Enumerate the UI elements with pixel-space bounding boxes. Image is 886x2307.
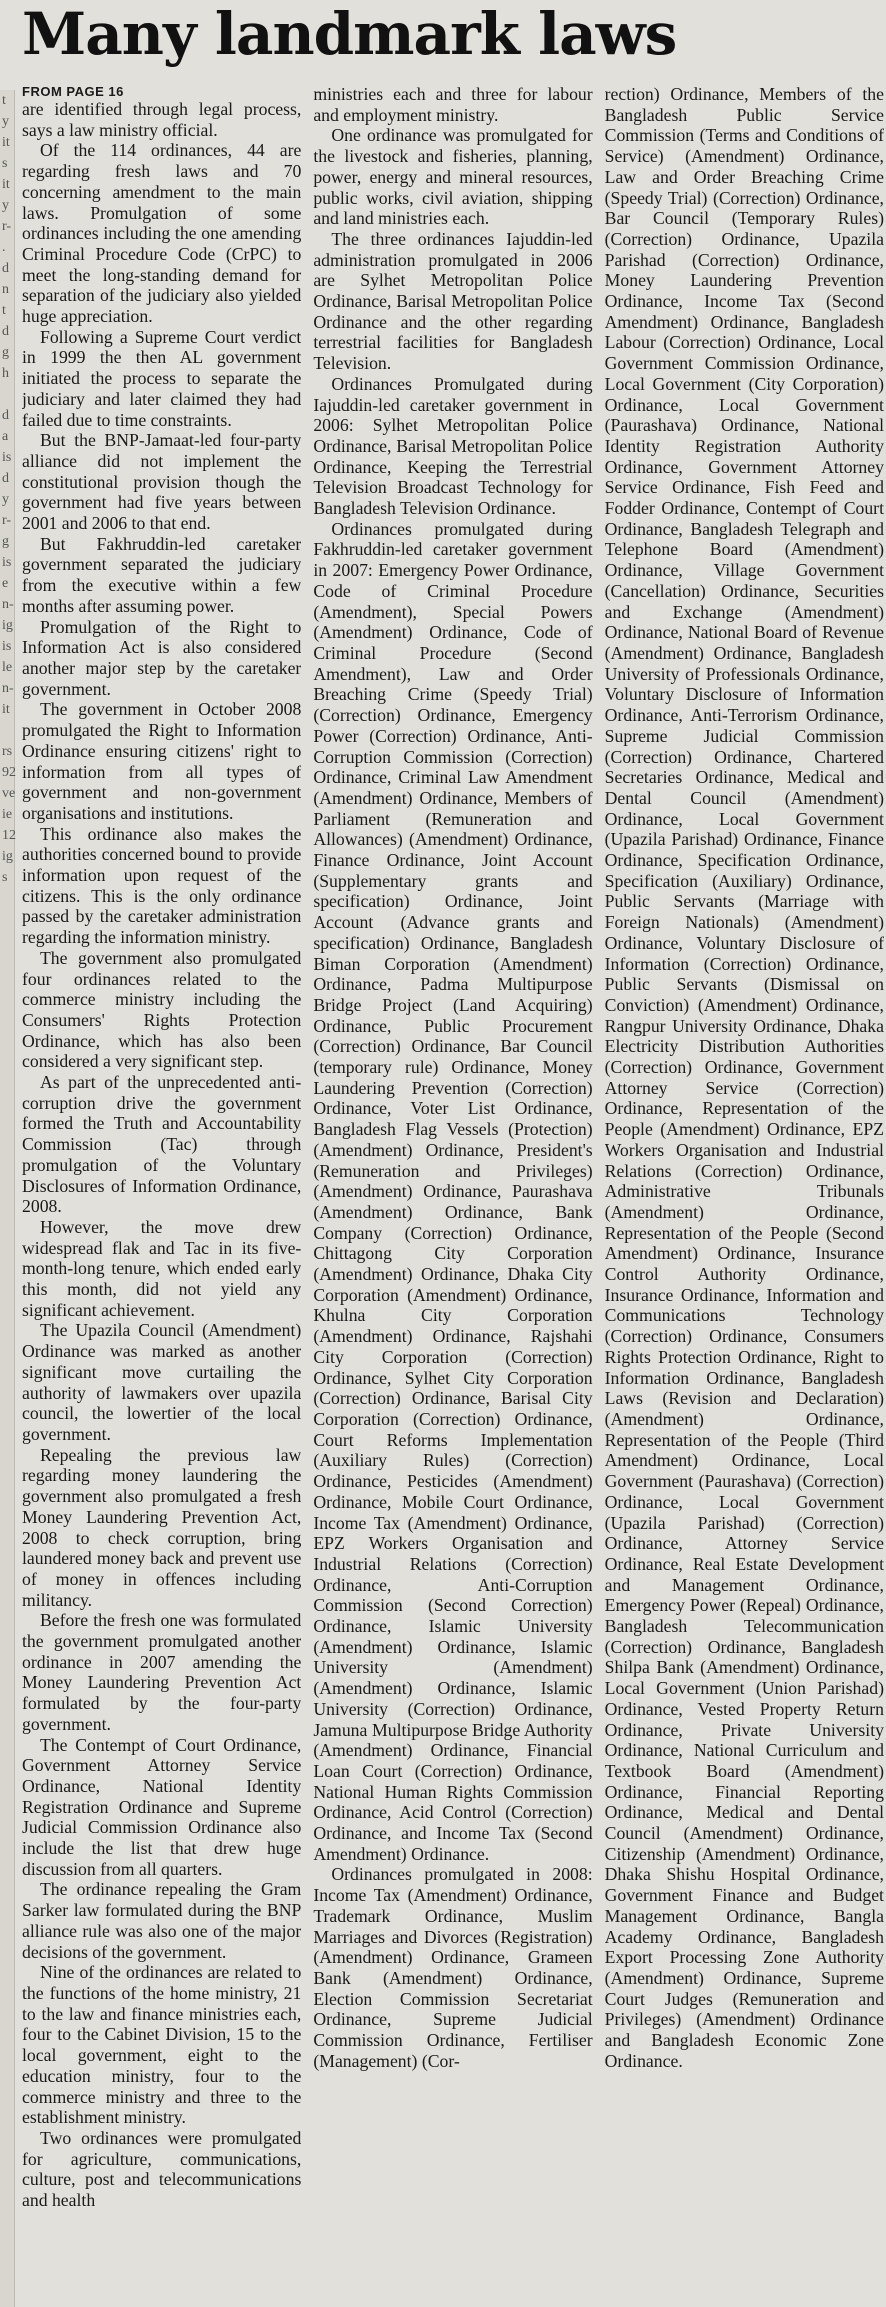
- edge-fragment: it: [2, 135, 10, 150]
- paragraph: As part of the unprecedented anti-corruption drive the government formed the Truth and Accountability Commission (Tac) through promulgation of the Voluntary Disclosures of Information Ordinance, 2008.: [22, 1072, 302, 1217]
- edge-fragment: le: [2, 660, 13, 675]
- edge-fragment: y: [2, 492, 9, 507]
- edge-fragment: is: [2, 450, 12, 465]
- paragraph: ministries each and three for labour and employment ministry.: [313, 84, 593, 125]
- edge-fragment: n: [2, 282, 9, 297]
- edge-fragment: h: [2, 366, 9, 381]
- column-3: [605, 84, 884, 2307]
- paragraph: One ordinance was promulgated for the livestock and fisheries, planning, power, energy and mineral resources, public works, civil aviation, shipping and land ministries each.: [313, 125, 593, 229]
- adjacent-column-fragment: [0, 90, 15, 2307]
- edge-fragment: a: [2, 429, 9, 444]
- paragraph: Ordinances promulgated in 2008: Income Tax (Amendment) Ordinance, Trademark Ordinance, Muslim Marriages and Divorces (Registration) (Amendment) Ordinance, Grameen Bank (Amendment) Ordinance, Election Commission Secretariat Ordinance, Supreme Judicial Commission Ordinance, Fertiliser (Management) (Cor-: [313, 1864, 593, 2071]
- edge-fragment: is: [2, 639, 12, 654]
- paragraph: The ordinance repealing the Gram Sarker law formulated during the BNP alliance rule was also one of the major decisions of the government.: [22, 1879, 302, 1962]
- article-body: [22, 84, 884, 2307]
- paragraph: The Upazila Council (Amendment) Ordinance was marked as another significant move curtailing the authority of lawmakers over upazila council, the lowertier of the local government.: [22, 1320, 302, 1444]
- paragraph: are identified through legal process, says a law ministry official.: [22, 99, 302, 140]
- column-2: [313, 84, 592, 2307]
- edge-fragment: g: [2, 534, 9, 549]
- edge-fragment: it: [2, 177, 10, 192]
- paragraph: But Fakhruddin-led caretaker government separated the judiciary from the executive within a few months after assuming power.: [22, 533, 302, 616]
- jump-kicker: FROM PAGE 16: [22, 84, 124, 99]
- paragraph: This ordinance also makes the authorities concerned bound to provide information upon request of the citizens. This is the only ordinance passed by the caretaker administration regarding the information ministry.: [22, 823, 302, 948]
- paragraph: Ordinances promulgated during Fakhruddin-led caretaker government in 2007: Emergency Power Ordinance, Code of Criminal Procedure (Amendment), Special Powers (Amendment) Ordinance, Code of Criminal Procedure (Second Amendment), Law and Order Breaching Crime (Speedy Trial) (Correction) Ordinance, Emergency Power (Correction) Ordinance, Anti-Corruption Commission (Correction) Ordinance, Criminal Law Amendment (Amendment) Ordinance, Members of Parliament (Remuneration and Allowances) (Amendment) Ordinance, Finance Ordinance, Joint Account (Supplementary grants and specification) Ordinance, Joint Account (Advance grants and specification) Ordinance, Bangladesh Biman Corporation (Amendment) Ordinance, Padma Multipurpose Bridge Project (Land Acquiring) Ordinance, Public Procurement (Correction) Ordinance, Bar Council (temporary rule) Ordinance, Money Laundering Prevention (Correction) Ordinance, Voter List Ordinance, Bangladesh Flag Vessels (Protection) (Amendment) Ordinance, President's (Remuneration and Privileges) (Amendment) Ordinance, Paurashava (Amendment) Ordinance, Bank Company (Correction) Ordinance, Chittagong City Corporation (Amendment) Ordinance, Dhaka City Corporation (Amendment) Ordinance, Khulna City Corporation (Amendment) Ordinance, Rajshahi City Corporation (Correction) Ordinance, Sylhet City Corporation (Correction) Ordinance, Barisal City Corporation (Correction) Ordinance, Court Reforms Implementation (Auxiliary Rules) (Correction) Ordinance, Pesticides (Amendment) Ordinance, Mobile Court Ordinance, Income Tax (Amendment) Ordinance, EPZ Workers Organisation and Industrial Relations (Correction) Ordinance, Anti-Corruption Commission (Second Correction) Ordinance, Islamic University (Amendment) Ordinance, Islamic University (Amendment) (Amendment) Ordinance, Islamic University (Correction) Ordinance, Jamuna Multipurpose Bridge Authority (Amendment) Ordinance, Financial Loan Court (Correction) Ordinance, National Human Rights Commission Ordinance, Acid Control (Correction) Ordinance, and Income Tax (Second Amendment) Ordinance.: [313, 518, 593, 1864]
- edge-fragment: ig: [2, 849, 13, 864]
- edge-fragment: 12: [2, 828, 16, 843]
- edge-fragment: g: [2, 345, 9, 360]
- edge-fragment: ve: [2, 786, 16, 801]
- paragraph: Nine of the ordinances are related to the functions of the home ministry, 21 to the law and finance ministries each, four to the Cabinet Division, 15 to the local government, eight to the education ministry, four to the commerce ministry and three to the establishment ministry.: [22, 1962, 302, 2128]
- edge-fragment: is: [2, 555, 12, 570]
- edge-fragment: y: [2, 198, 9, 213]
- edge-fragment: rs: [2, 744, 13, 759]
- edge-fragment: .: [2, 240, 6, 255]
- edge-fragment: t: [2, 93, 6, 108]
- edge-fragment: y: [2, 114, 9, 129]
- paragraph: The government also promulgated four ordinances related to the commerce ministry including the Consumers' Rights Protection Ordinance, which has also been considered a very significant step.: [22, 947, 302, 1072]
- paragraph: Ordinances Promulgated during Iajuddin-led caretaker government in 2006: Sylhet Metropolitan Police Ordinance, Barisal Metropolitan Police Ordinance, Keeping the Terrestrial Television Broadcast Technology for Bangladesh Television Ordinance.: [313, 373, 593, 519]
- edge-fragment: n-: [2, 597, 14, 612]
- edge-fragment: e: [2, 576, 9, 591]
- edge-fragment: t: [2, 303, 6, 318]
- edge-fragment: it: [2, 702, 10, 717]
- edge-fragment: r-: [2, 513, 12, 528]
- edge-fragment: d: [2, 408, 9, 423]
- paragraph: The Contempt of Court Ordinance, Government Attorney Service Ordinance, National Identity Registration Ordinance and Supreme Judicial Commission Ordinance also include the list that drew huge discussion from all quarters.: [22, 1734, 302, 1879]
- edge-fragment: s: [2, 156, 8, 171]
- edge-fragment: 92: [2, 765, 16, 780]
- edge-fragment: d: [2, 324, 9, 339]
- edge-fragment: n-: [2, 681, 14, 696]
- paragraph: Before the fresh one was formulated the government promulgated another ordinance in 2007 amending the Money Laundering Prevention Act formulated by the four-party government.: [22, 1610, 302, 1734]
- edge-fragment: d: [2, 471, 9, 486]
- paragraph: The three ordinances Iajuddin-led administration promulgated in 2006 are Sylhet Metropolitan Police Ordinance, Barisal Metropolitan Police Ordinance and the other regarding terrestrial facilities for Bangladesh Television.: [313, 228, 593, 374]
- headline: Many landmark laws: [22, 0, 677, 68]
- edge-fragment: d: [2, 261, 9, 276]
- column-1: [22, 84, 301, 2307]
- paragraph: The government in October 2008 promulgated the Right to Information Ordinance ensuring citizens' right to information from all types of government and non-government organisations and institutions.: [22, 699, 302, 823]
- paragraph: However, the move drew widespread flak and Tac in its five-month-long tenure, which ended early this month, did not yield any significant achievement.: [22, 1216, 302, 1320]
- edge-fragment: ie: [2, 807, 13, 822]
- edge-fragment: [0, 720, 14, 741]
- paragraph: Repealing the previous law regarding money laundering the government also promulgated a fresh Money Laundering Prevention Act, 2008 to check corruption, bring laundered money back and prevent use of money in offences including militancy.: [22, 1444, 302, 1610]
- paragraph: Two ordinances were promulgated for agriculture, communications, culture, post and telecommunications and health: [22, 2127, 302, 2211]
- edge-fragment: s: [2, 870, 8, 885]
- paragraph: Following a Supreme Court verdict in 1999 the then AL government initiated the process to separate the judiciary and later claimed they had failed due to time constraints.: [22, 326, 302, 430]
- paragraph: But the BNP-Jamaat-led four-party alliance did not implement the constitutional provision though the government had five years between 2001 and 2006 to that end.: [22, 430, 302, 534]
- paragraph: rection) Ordinance, Members of the Bangladesh Public Service Commission (Terms and Conditions of Service) (Amendment) Ordinance, Law and Order Breaching Crime (Speedy Trial) (Correction) Ordinance, Bar Council (Temporary Rules) (Correction) Ordinance, Upazila Parishad (Correction) Ordinance, Money Laundering Prevention Ordinance, Income Tax (Second Amendment) Ordinance, Bangladesh Labour (Correction) Ordinance, Local Government Commission Ordinance, Local Government (City Corporation) Ordinance, Local Government (Paurashava) Ordinance, National Identity Registration Authority Ordinance, Government Attorney Service Ordinance, Fish Feed and Fodder Ordinance, Contempt of Court Ordinance, Bangladesh Telegraph and Telephone Board (Amendment) Ordinance, Village Government (Cancellation) Ordinance, Securities and Exchange (Amendment) Ordinance, National Board of Revenue (Amendment) Ordinance, Bangladesh University of Professionals Ordinance, Voluntary Disclosure of Information Ordinance, Anti-Terrorism Ordinance, Supreme Judicial Commission (Correction) Ordinance, Chartered Secretaries Ordinance, Medical and Dental Council (Amendment) Ordinance, Local Government (Upazila Parishad) Ordinance, Finance Ordinance, Specification Ordinance, Specification (Auxiliary) Ordinance, Public Servants (Marriage with Foreign Nationals) (Amendment) Ordinance, Voluntary Disclosure of Information (Correction) Ordinance, Public Servants (Dismissal on Conviction) (Amendment) Ordinance, Rangpur University Ordinance, Dhaka Electricity Distribution Authorities (Correction) Ordinance, Government Attorney Service (Correction) Ordinance, Representation of the People (Amendment) Ordinance, EPZ Workers Organisation and Industrial Relations (Correction) Ordinance, Administrative Tribunals (Amendment) Ordinance, Representation of the People (Second Amendment) Ordinance, Insurance Control Authority Ordinance, Insurance Ordinance, Information and Communications Technology (Correction) Ordinance, Consumers Rights Protection Ordinance, Right to Information Ordinance, Bangladesh Laws (Revision and Declaration) (Amendment) Ordinance, Representation of the People (Third Amendment) Ordinance, Local Government (Paurashava) (Correction) Ordinance, Local Government (Upazila Parishad) (Correction) Ordinance, Attorney Service Ordinance, Real Estate Development and Management Ordinance, Emergency Power (Repeal) Ordinance, Bangladesh Telecommunication (Correction) Ordinance, Bangladesh Shilpa Bank (Amendment) Ordinance, Local Government (Union Parishad) Ordinance, Vested Property Return Ordinance, Private University Ordinance, National Curriculum and Textbook Board (Amendment) Ordinance, Financial Reporting Ordinance, Medical and Dental Council (Amendment) Ordinance, Citizenship (Amendment) Ordinance, Dhaka Shishu Hospital Ordinance, Government Finance and Budget Management Ordinance, Bangla Academy Ordinance, Bangladesh Export Processing Zone Authority (Amendment) Ordinance, Supreme Court Judges (Remuneration and Privileges) (Amendment) Ordinance and Bangladesh Economic Zone Ordinance.: [604, 84, 884, 2071]
- edge-fragment: [0, 384, 14, 405]
- edge-fragment: ig: [2, 618, 13, 633]
- edge-fragment: r-: [2, 219, 12, 234]
- paragraph: Promulgation of the Right to Information Act is also considered another major step by the caretaker government.: [22, 616, 302, 699]
- paragraph: Of the 114 ordinances, 44 are regarding fresh laws and 70 concerning amendment to the main laws. Promulgation of some ordinances including the one amending Criminal Procedure Code (CrPC) to meet the long-standing demand for separation of the judiciary also yielded huge appreciation.: [22, 140, 302, 327]
